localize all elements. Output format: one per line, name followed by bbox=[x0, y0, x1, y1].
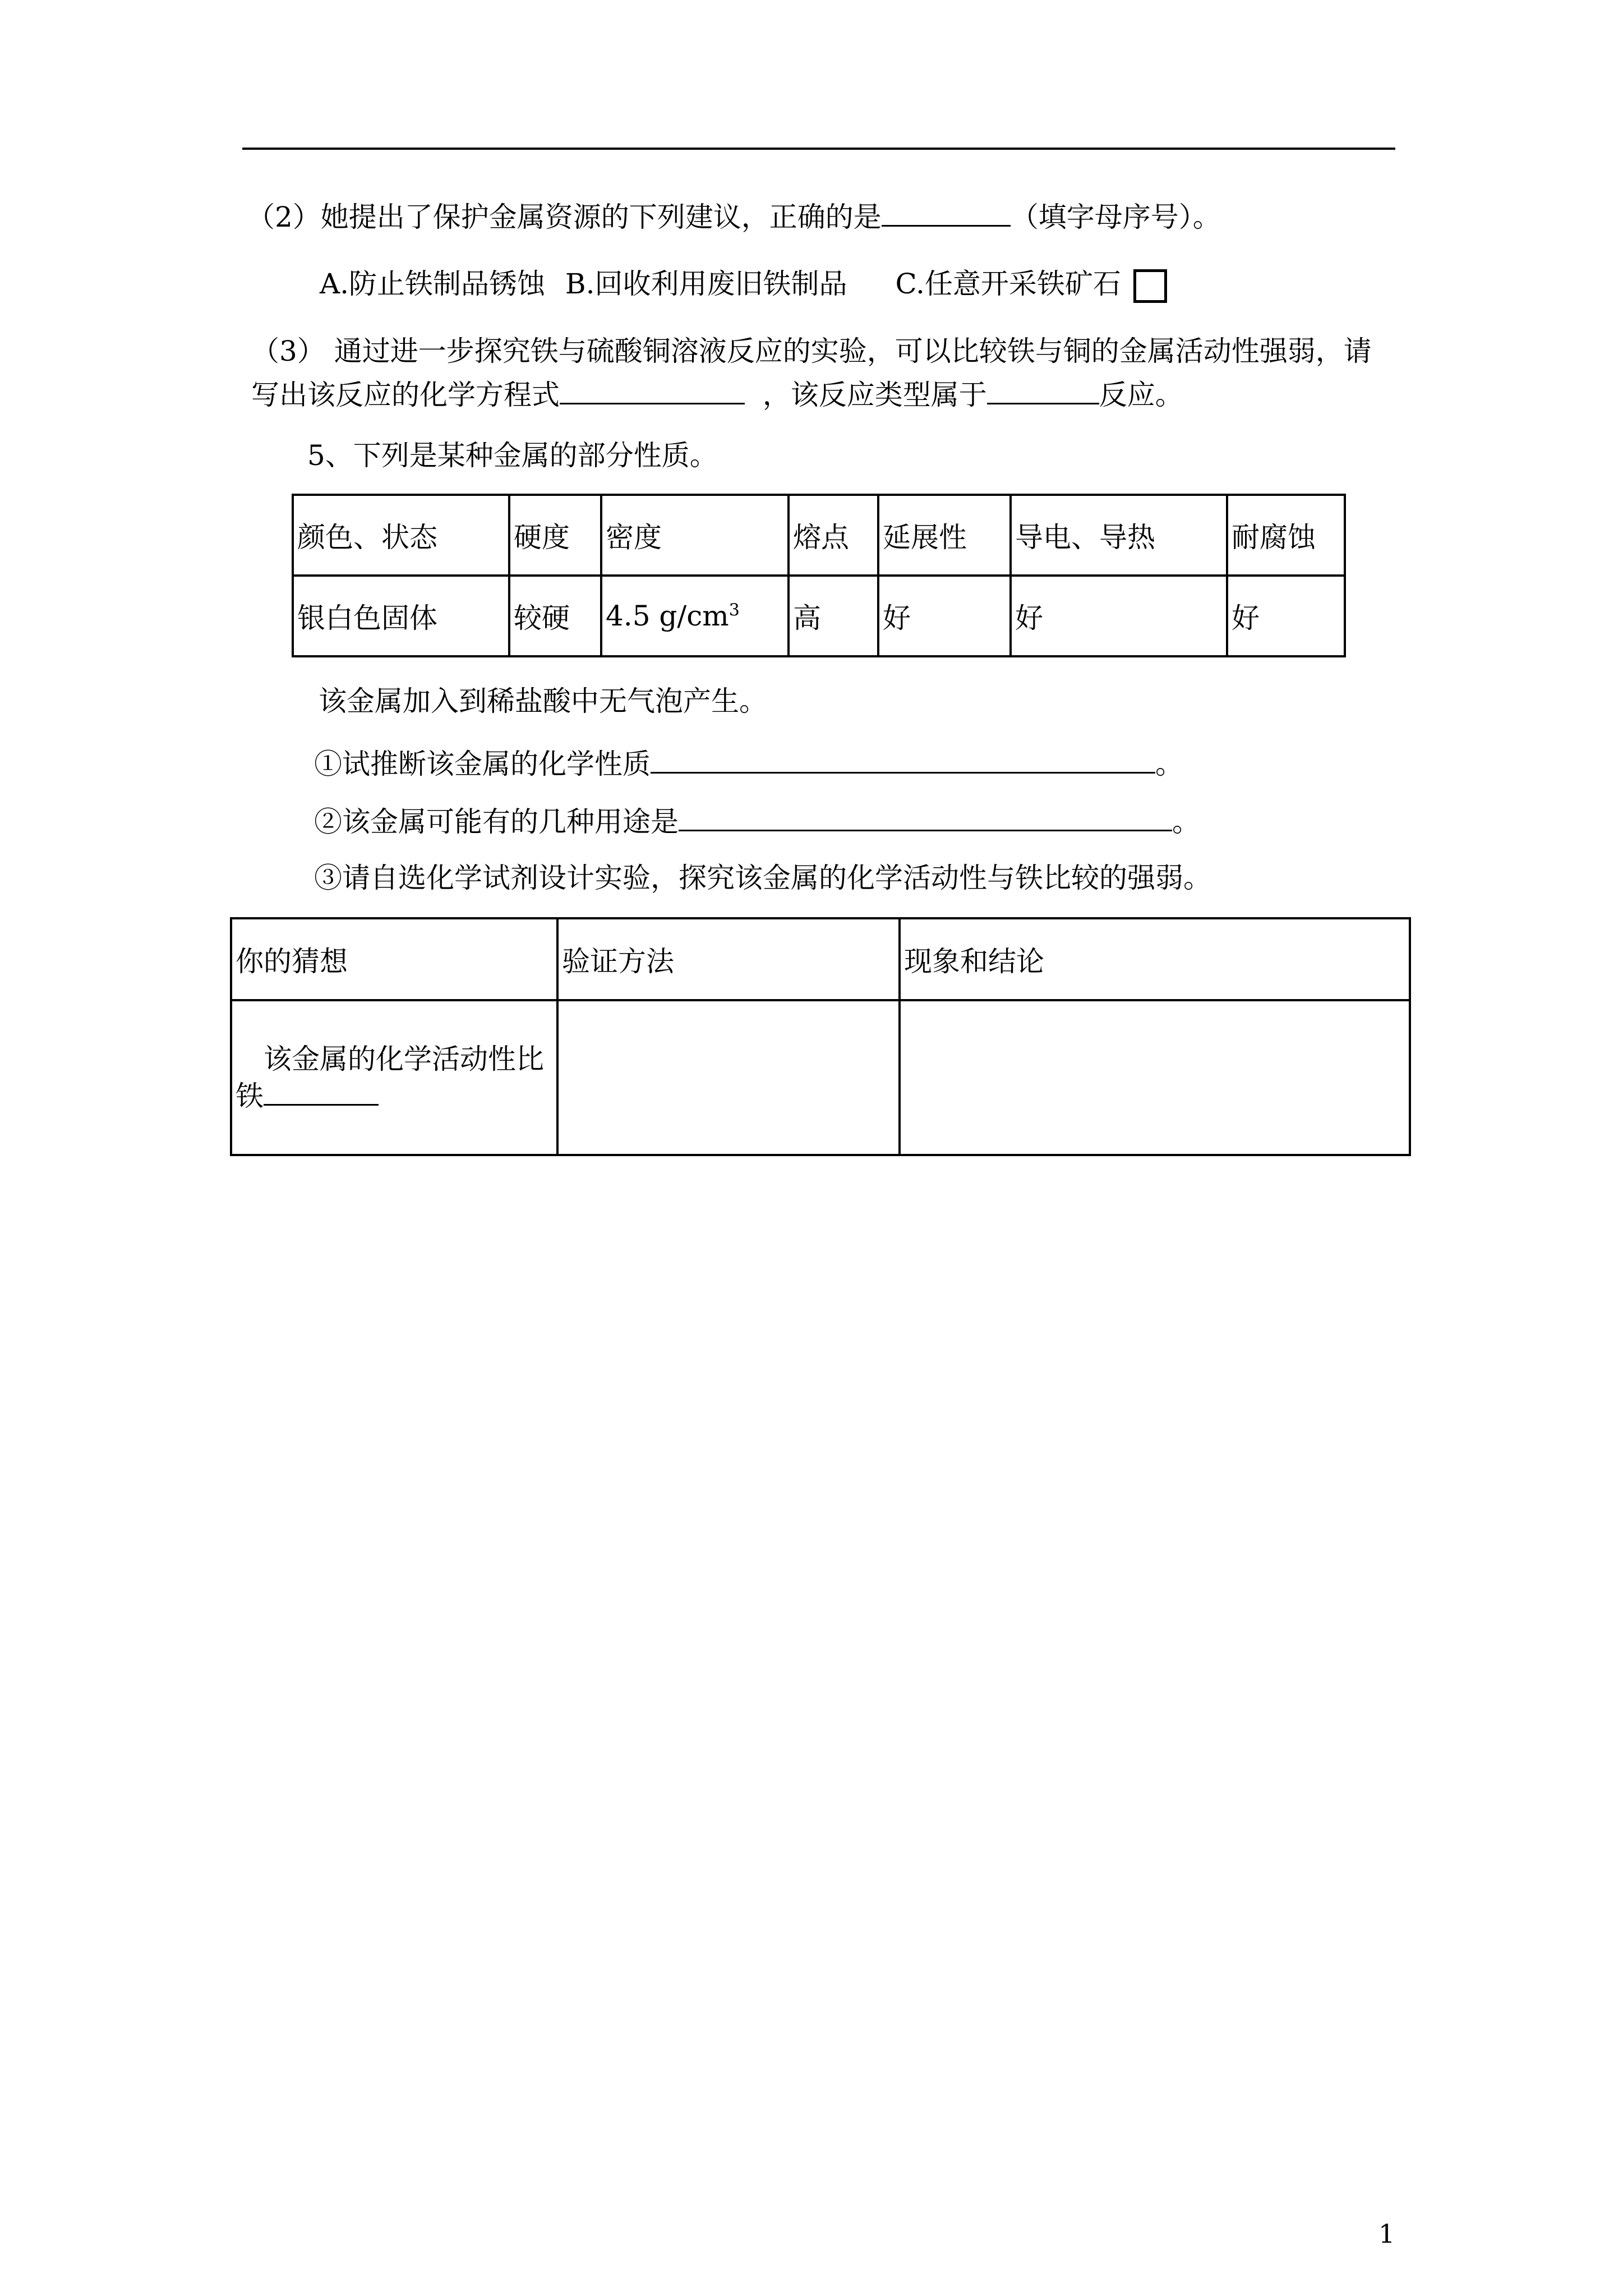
hypothesis-line1: 该金属的化学活动性比 bbox=[264, 1043, 544, 1075]
answer-checkbox[interactable] bbox=[1133, 269, 1167, 303]
q3-line2 bbox=[251, 377, 1183, 412]
header-cell: 颜色、状态 bbox=[293, 495, 509, 576]
q3-line2-c: 反应。 bbox=[1099, 379, 1183, 411]
q5-intro: 5、下列是某种金属的部分性质。 bbox=[307, 439, 718, 472]
experiment-design-table bbox=[230, 917, 1411, 1156]
data-cell bbox=[601, 576, 789, 656]
table-row bbox=[231, 918, 1410, 1000]
table-row bbox=[293, 495, 1345, 576]
q5-s1-text: ①试推断该金属的化学性质 bbox=[314, 748, 651, 780]
data-cell: 好 bbox=[1011, 576, 1227, 656]
header-cell: 硬度 bbox=[509, 495, 601, 576]
header-cell: 密度 bbox=[601, 495, 789, 576]
hypothesis-line2 bbox=[236, 1078, 553, 1115]
header-cell: 现象和结论 bbox=[900, 918, 1410, 1000]
table-row bbox=[231, 1000, 1410, 1155]
data-cell: 银白色固体 bbox=[293, 576, 509, 656]
q5-s2-end: 。 bbox=[1172, 806, 1200, 838]
header-cell: 耐腐蚀 bbox=[1227, 495, 1345, 576]
header-cell: 验证方法 bbox=[557, 918, 900, 1000]
header-cell: 你的猜想 bbox=[231, 918, 557, 1000]
table-row bbox=[293, 576, 1345, 656]
data-cell: 较硬 bbox=[509, 576, 601, 656]
q5-s2 bbox=[314, 804, 1200, 839]
data-cell: 高 bbox=[789, 576, 878, 656]
q2-option-b: B.回收利用废旧铁制品 bbox=[565, 268, 847, 300]
q3-line2-b: ，该反应类型属于 bbox=[762, 379, 987, 411]
uses-blank[interactable] bbox=[679, 804, 1172, 831]
data-cell: 好 bbox=[878, 576, 1011, 656]
q5-s3: ③请自选化学试剂设计实验，探究该金属的化学活动性与铁比较的强弱。 bbox=[314, 862, 1211, 894]
method-cell[interactable] bbox=[557, 1000, 900, 1155]
q2-answer-blank[interactable] bbox=[882, 199, 1011, 227]
q2-line bbox=[247, 199, 1221, 234]
q2-after: （填字母序号）。 bbox=[1010, 201, 1221, 233]
density-value: 4.5 g/cm bbox=[606, 600, 729, 632]
reaction-type-blank[interactable] bbox=[987, 377, 1099, 404]
equation-blank[interactable] bbox=[560, 377, 745, 404]
header-cell: 导电、导热 bbox=[1011, 495, 1227, 576]
q2-option-c: C.任意开采铁矿石 bbox=[895, 268, 1121, 300]
q5-s2-text: ②该金属可能有的几种用途是 bbox=[314, 806, 679, 838]
q2-option-a: A.防止铁制品锈蚀 bbox=[320, 268, 546, 300]
q3-line1: （3） 通过进一步探究铁与硫酸铜溶液反应的实验，可以比较铁与铜的金属活动性强弱，请 bbox=[251, 335, 1372, 367]
q3-line2-a: 写出该反应的化学方程式 bbox=[251, 379, 560, 411]
conclusion-cell[interactable] bbox=[900, 1000, 1410, 1155]
q5-s1 bbox=[314, 746, 1183, 781]
q5-s1-end: 。 bbox=[1155, 748, 1183, 780]
density-superscript: 3 bbox=[728, 600, 740, 620]
metal-properties-table bbox=[292, 494, 1346, 657]
header-cell: 延展性 bbox=[878, 495, 1011, 576]
header-cell: 熔点 bbox=[789, 495, 878, 576]
hypothesis-blank[interactable] bbox=[264, 1078, 379, 1106]
data-cell: 好 bbox=[1227, 576, 1345, 656]
chemical-property-blank[interactable] bbox=[651, 746, 1155, 774]
header-rule bbox=[242, 148, 1395, 150]
q2-text: （2）她提出了保护金属资源的下列建议，正确的是 bbox=[247, 201, 882, 233]
q2-options bbox=[320, 267, 1167, 303]
hypothesis-line2-text: 铁 bbox=[236, 1080, 264, 1112]
hypothesis-cell bbox=[231, 1000, 557, 1155]
q5-note: 该金属加入到稀盐酸中无气泡产生。 bbox=[319, 685, 767, 717]
page-number: 1 bbox=[1378, 2219, 1395, 2249]
